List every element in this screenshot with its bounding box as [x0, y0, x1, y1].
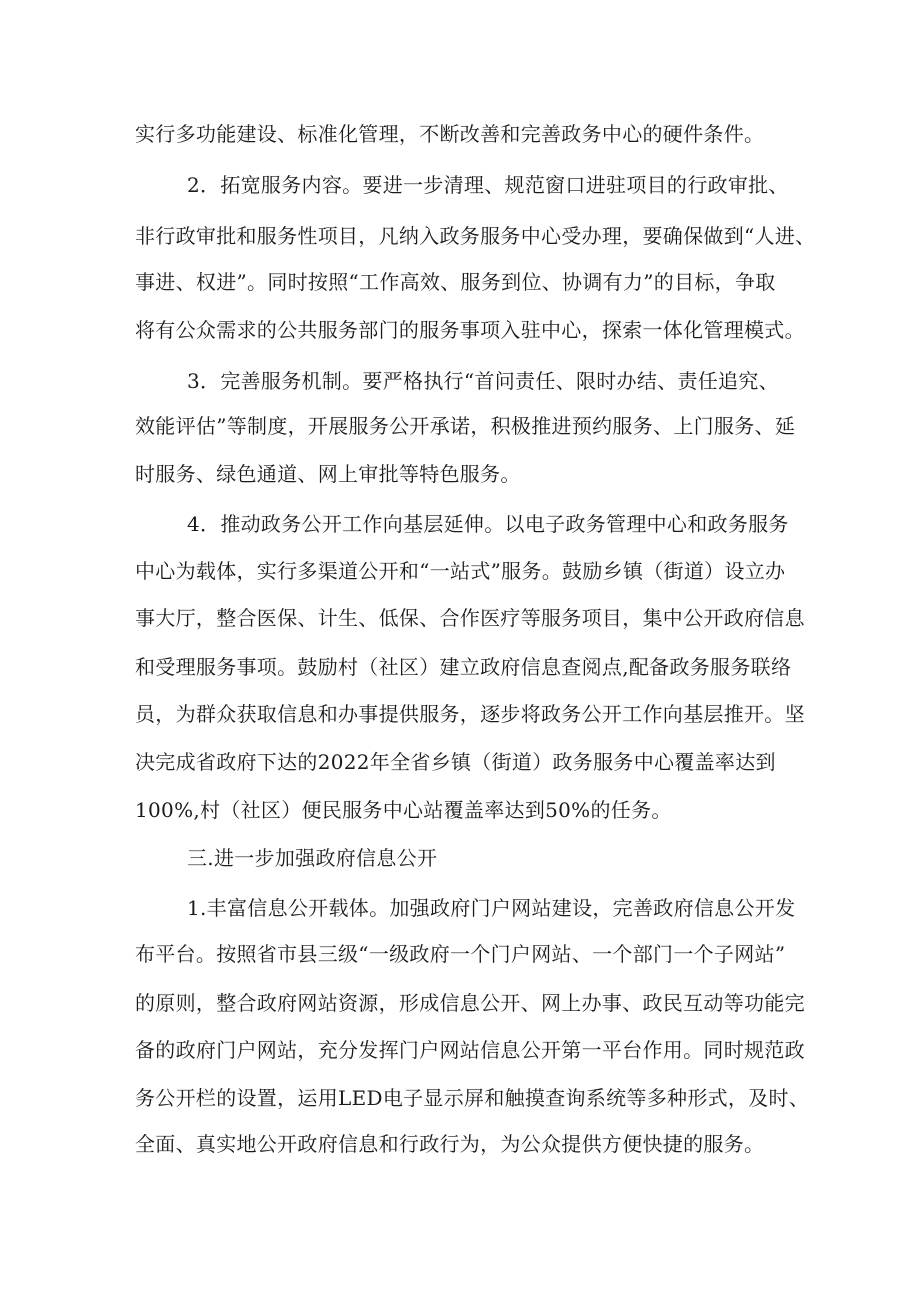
text-line: 全面、真实地公开政府信息和行政行为，为公众提供方便快捷的服务。 — [135, 1132, 765, 1156]
text-line: 务公开栏的设置，运用LED电子显示屏和触摸查询系统等多种形式，及时、 — [135, 1086, 810, 1110]
section-heading: 三.进一步加强政府信息公开 — [187, 846, 438, 870]
text-line: 2．拓宽服务内容。要进一步清理、规范窗口进驻项目的行政审批、 — [187, 173, 789, 197]
text-line: 时服务、绿色通道、网上审批等特色服务。 — [135, 462, 521, 486]
text-line: 布平台。按照省市县三级“一级政府一个门户网站、一个部门一个子网站” — [135, 942, 786, 966]
text-line: 事大厅，整合医保、计生、低保、合作医疗等服务项目，集中公开政府信息 — [135, 606, 805, 630]
text-line: 4．推动政务公开工作向基层延伸。以电子政务管理中心和政务服务 — [187, 512, 789, 536]
text-line: 的原则，整合政府网站资源，形成信息公开、网上办事、政民互动等功能完 — [135, 991, 805, 1015]
text-line: 决完成省政府下达的2022年全省乡镇（街道）政务服务中心覆盖率达到 — [135, 750, 776, 774]
text-line: 员，为群众获取信息和办事提供服务，逐步将政务公开工作向基层推开。坚 — [135, 702, 805, 726]
text-line: 1.丰富信息公开载体。加强政府门户网站建设，完善政府信息公开发 — [187, 896, 796, 920]
text-line: 实行多功能建设、标准化管理，不断改善和完善政务中心的硬件条件。 — [135, 122, 765, 146]
text-line: 效能评估”等制度，开展服务公开承诺，积极推进预约服务、上门服务、延 — [135, 414, 796, 438]
text-line: 100%,村（社区）便民服务中心站覆盖率达到50%的任务。 — [135, 798, 672, 822]
text-line: 中心为载体，实行多渠道公开和“一站式”服务。鼓励乡镇（街道）设立办 — [135, 559, 786, 583]
text-line: 非行政审批和服务性项目，凡纳入政务服务中心受办理，要确保做到“人进、 — [135, 224, 816, 248]
text-line: 将有公众需求的公共服务部门的服务事项入驻中心，探索一体化管理模式。 — [135, 318, 805, 342]
text-line: 和受理服务事项。鼓励村（社区）建立政府信息查阅点,配备政务服务联络 — [135, 655, 792, 679]
text-line: 事进、权进”。同时按照“工作高效、服务到位、协调有力”的目标，争取 — [135, 270, 776, 294]
text-line: 3．完善服务机制。要严格执行“首问责任、限时办结、责任追究、 — [187, 369, 779, 393]
text-line: 备的政府门户网站，充分发挥门户网站信息公开第一平台作用。同时规范政 — [135, 1038, 805, 1062]
